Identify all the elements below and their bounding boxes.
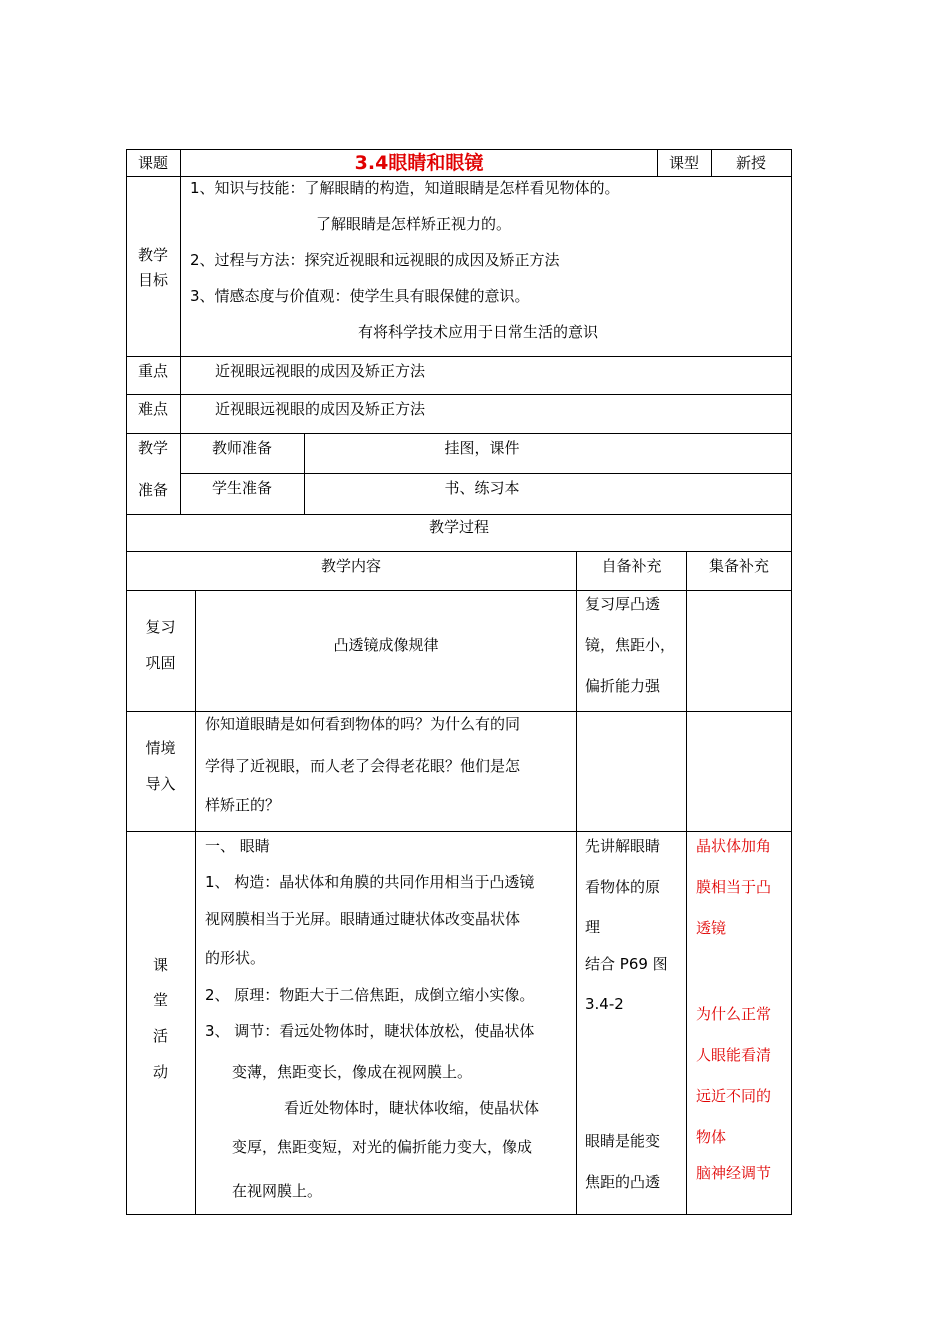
table-line	[126, 711, 792, 712]
scenario-line: 学得了近视眼，而人老了会得老花眼？他们是怎	[205, 757, 521, 775]
scenario-line: 你知道眼睛是如何看到物体的吗？为什么有的同	[205, 715, 521, 733]
process-title: 教学过程	[428, 518, 489, 536]
activity-self-note: 结合 P69 图	[585, 955, 668, 973]
activity-group-note: 脑神经调节	[696, 1164, 772, 1182]
column-header-self: 自备补充	[601, 557, 662, 575]
table-line	[195, 590, 196, 1215]
activity-line: 3、 调节：看远处物体时，睫状体放松，使晶状体	[205, 1022, 535, 1040]
table-line	[126, 1214, 792, 1215]
preparation-label: 准备	[137, 481, 168, 499]
table-line	[126, 356, 792, 357]
table-line	[126, 831, 792, 832]
header-label: 课题	[137, 154, 168, 172]
activity-line: 变厚，焦距变短，对光的偏折能力变大，像成	[232, 1138, 533, 1156]
activity-group-note: 晶状体加角	[696, 837, 772, 855]
student-prep-value: 书、练习本	[444, 479, 520, 497]
activity-group-note: 膜相当于凸	[696, 878, 772, 896]
activity-label: 课	[152, 956, 168, 974]
table-line	[126, 433, 792, 434]
table-line	[180, 149, 181, 515]
activity-self-note: 先讲解眼睛	[585, 837, 661, 855]
activity-self-note: 眼睛是能变	[585, 1132, 661, 1150]
teacher-prep-value: 挂图，课件	[444, 439, 520, 457]
objectives-label: 目标	[137, 271, 168, 289]
table-line	[686, 551, 687, 1215]
table-line	[126, 514, 792, 515]
activity-label: 动	[152, 1063, 168, 1081]
activity-self-note: 3.4-2	[585, 995, 624, 1013]
lesson-type-label: 课型	[668, 154, 699, 172]
objective-line: 了解眼睛是怎样矫正视力的。	[316, 215, 512, 233]
objective-line: 1、知识与技能：了解眼睛的构造，知道眼睛是怎样看见物体的。	[190, 179, 620, 197]
student-prep-label: 学生准备	[211, 479, 272, 497]
table-line	[126, 590, 792, 591]
review-self-note: 偏折能力强	[585, 677, 661, 695]
lesson-title: 3.4眼睛和眼镜	[354, 152, 484, 174]
difficult-point-label: 难点	[137, 400, 168, 418]
table-line	[791, 149, 792, 1215]
activity-line: 变薄，焦距变长，像成在视网膜上。	[232, 1063, 473, 1081]
activity-line: 在视网膜上。	[232, 1182, 323, 1200]
activity-line: 的形状。	[205, 949, 266, 967]
activity-label: 活	[152, 1027, 168, 1045]
objective-line: 3、情感态度与价值观：使学生具有眼保健的意识。	[190, 287, 530, 305]
review-label: 复习	[145, 618, 176, 636]
objective-line: 有将科学技术应用于日常生活的意识	[358, 323, 599, 341]
activity-line: 1、 构造：晶状体和角膜的共同作用相当于凸透镜	[205, 873, 535, 891]
review-self-note: 复习厚凸透	[585, 595, 661, 613]
activity-group-note: 人眼能看清	[696, 1046, 772, 1064]
review-label: 巩固	[145, 654, 176, 672]
activity-self-note: 理	[585, 918, 601, 936]
activity-line: 视网膜相当于光屏。眼睛通过睫状体改变晶状体	[205, 910, 521, 928]
activity-line: 看近处物体时，睫状体收缩，使晶状体	[284, 1099, 540, 1117]
review-self-note: 镜，焦距小，	[585, 636, 676, 654]
activity-group-note: 为什么正常	[696, 1005, 772, 1023]
difficult-point-text: 近视眼远视眼的成因及矫正方法	[215, 400, 426, 418]
activity-line: 一、 眼睛	[205, 837, 270, 855]
objective-line: 2、过程与方法：探究近视眼和远视眼的成因及矫正方法	[190, 251, 560, 269]
column-header-content: 教学内容	[320, 557, 381, 575]
table-line	[126, 551, 792, 552]
activity-group-note: 物体	[696, 1128, 727, 1146]
column-header-group: 集备补充	[708, 557, 769, 575]
lesson-type-value: 新授	[735, 154, 766, 172]
table-line	[126, 149, 792, 150]
activity-group-note: 远近不同的	[696, 1087, 772, 1105]
activity-self-note: 焦距的凸透	[585, 1173, 661, 1191]
activity-label: 堂	[152, 991, 168, 1009]
table-line	[126, 176, 792, 177]
teacher-prep-label: 教师准备	[211, 439, 272, 457]
table-line	[180, 473, 792, 474]
table-line	[126, 149, 127, 1215]
table-line	[126, 394, 792, 395]
activity-self-note: 看物体的原	[585, 878, 661, 896]
key-point-text: 近视眼远视眼的成因及矫正方法	[215, 362, 426, 380]
activity-line: 2、 原理：物距大于二倍焦距，成倒立缩小实像。	[205, 986, 535, 1004]
review-content: 凸透镜成像规律	[333, 636, 439, 654]
scenario-line: 样矫正的？	[205, 796, 281, 814]
activity-group-note: 透镜	[696, 919, 727, 937]
scenario-label: 导入	[145, 775, 176, 793]
key-point-label: 重点	[137, 362, 168, 380]
objectives-label: 教学	[137, 246, 168, 264]
preparation-label: 教学	[137, 439, 168, 457]
scenario-label: 情境	[145, 739, 176, 757]
table-line	[576, 551, 577, 1215]
